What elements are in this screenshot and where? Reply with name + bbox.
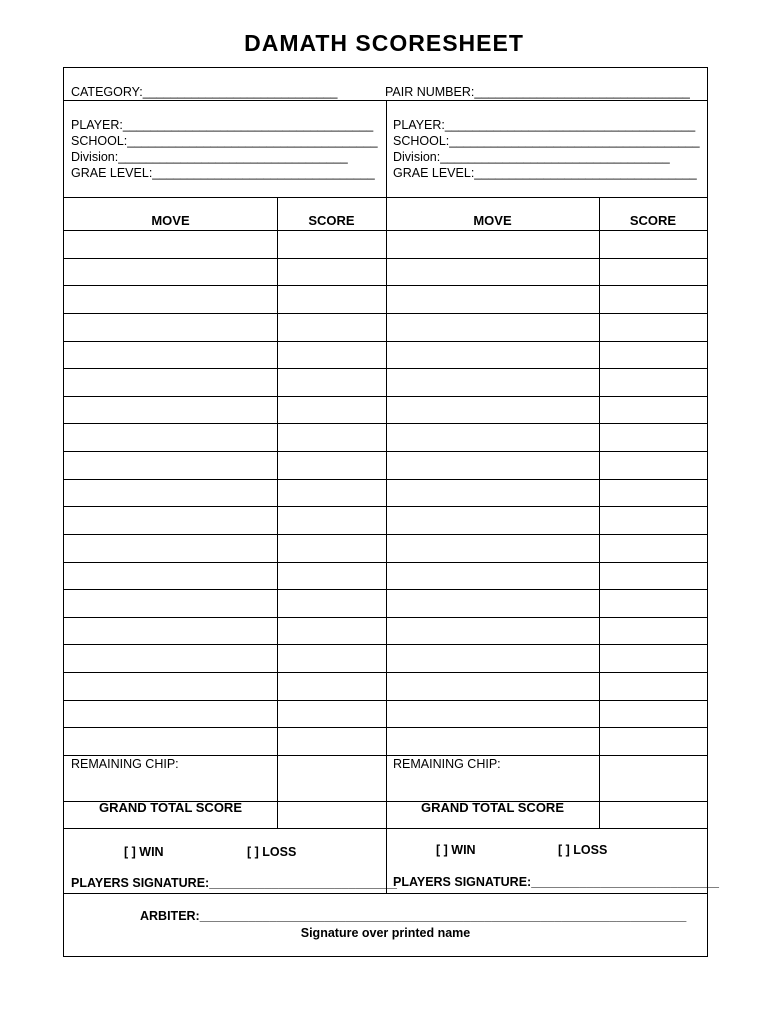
move-cell[interactable]: [387, 535, 599, 562]
player-2-school-field[interactable]: SCHOOL:____________________________________: [393, 134, 700, 148]
move-cell[interactable]: [387, 369, 599, 396]
score-cell[interactable]: [600, 590, 707, 617]
move-cell[interactable]: [64, 618, 277, 645]
move-cell[interactable]: [64, 314, 277, 341]
score-cell[interactable]: [600, 231, 707, 258]
score-cell[interactable]: [278, 563, 386, 590]
move-cell[interactable]: [64, 452, 277, 479]
remaining-chip-label: REMAINING CHIP:: [71, 757, 179, 771]
move-cell[interactable]: [387, 314, 599, 341]
score-cell[interactable]: [278, 286, 386, 313]
divider: [64, 755, 707, 756]
move-cell[interactable]: [64, 286, 277, 313]
move-cell[interactable]: [387, 618, 599, 645]
score-cell[interactable]: [600, 424, 707, 451]
score-cell[interactable]: [278, 645, 386, 672]
page-title: DAMATH SCORESHEET: [244, 30, 524, 56]
score-cell[interactable]: [600, 507, 707, 534]
move-column-header: MOVE: [473, 213, 512, 228]
divider: [64, 893, 707, 894]
player-2-division-field[interactable]: Division:_________________________________: [393, 150, 670, 164]
score-cell[interactable]: [278, 424, 386, 451]
signature-caption: Signature over printed name: [300, 926, 471, 940]
move-cell[interactable]: [387, 507, 599, 534]
player-1-name-field[interactable]: PLAYER:____________________________________: [71, 118, 374, 132]
move-cell[interactable]: [64, 507, 277, 534]
move-cell[interactable]: [387, 645, 599, 672]
player-2-grade-field[interactable]: GRAE LEVEL:________________________________: [393, 166, 697, 180]
score-cell[interactable]: [278, 342, 386, 369]
move-cell[interactable]: [387, 701, 599, 728]
move-cell[interactable]: [387, 452, 599, 479]
move-cell[interactable]: [387, 342, 599, 369]
score-cell[interactable]: [278, 673, 386, 700]
score-cell[interactable]: [278, 728, 386, 755]
player-1-division-field[interactable]: Division:_________________________________: [71, 150, 348, 164]
move-cell[interactable]: [64, 701, 277, 728]
scoresheet-table: [63, 67, 719, 957]
score-cell[interactable]: [278, 480, 386, 507]
score-column-header: SCORE: [308, 213, 355, 228]
win-checkbox[interactable]: [ ] WIN: [436, 843, 476, 857]
score-cell[interactable]: [600, 342, 707, 369]
score-cell[interactable]: [600, 369, 707, 396]
move-column-header: MOVE: [151, 213, 190, 228]
move-cell[interactable]: [387, 397, 599, 424]
move-cell[interactable]: [64, 673, 277, 700]
move-cell[interactable]: [387, 424, 599, 451]
move-cell[interactable]: [64, 424, 277, 451]
player-1-grade-field[interactable]: GRAE LEVEL:________________________________: [71, 166, 375, 180]
score-cell[interactable]: [278, 259, 386, 286]
score-cell[interactable]: [600, 701, 707, 728]
score-column-header: SCORE: [629, 213, 677, 228]
grand-total-label: GRAND TOTAL SCORE: [98, 800, 242, 815]
player-1-school-field[interactable]: SCHOOL:____________________________________: [71, 134, 378, 148]
score-cell[interactable]: [600, 673, 707, 700]
move-cell[interactable]: [64, 397, 277, 424]
score-cell[interactable]: [600, 314, 707, 341]
score-cell[interactable]: [278, 507, 386, 534]
players-signature-field[interactable]: PLAYERS SIGNATURE:___________________________: [393, 875, 719, 889]
loss-checkbox[interactable]: [ ] LOSS: [247, 845, 297, 859]
grand-total-input[interactable]: [278, 802, 386, 828]
move-cell[interactable]: [387, 480, 599, 507]
score-cell[interactable]: [600, 535, 707, 562]
score-cell[interactable]: [278, 618, 386, 645]
pair-number-field[interactable]: PAIR NUMBER:_______________________________: [385, 85, 690, 99]
score-cell[interactable]: [278, 231, 386, 258]
arbiter-signature-field[interactable]: ARBITER:______________________________________________________________________: [140, 909, 687, 923]
score-cell[interactable]: [600, 286, 707, 313]
score-cell[interactable]: [600, 728, 707, 755]
score-cell[interactable]: [278, 701, 386, 728]
category-field[interactable]: CATEGORY:____________________________: [71, 85, 338, 99]
remaining-chip-input[interactable]: [600, 756, 707, 800]
score-cell[interactable]: [278, 590, 386, 617]
move-cell[interactable]: [64, 231, 277, 258]
score-cell[interactable]: [278, 397, 386, 424]
score-cell[interactable]: [278, 535, 386, 562]
loss-checkbox[interactable]: [ ] LOSS: [558, 843, 608, 857]
move-cell[interactable]: [387, 728, 599, 755]
divider: [64, 828, 707, 829]
score-cell[interactable]: [278, 452, 386, 479]
move-cell[interactable]: [64, 645, 277, 672]
score-cell[interactable]: [600, 452, 707, 479]
score-cell[interactable]: [600, 259, 707, 286]
remaining-chip-input[interactable]: [278, 756, 386, 800]
grand-total-label: GRAND TOTAL SCORE: [420, 800, 564, 815]
score-cell[interactable]: [600, 645, 707, 672]
move-cell[interactable]: [387, 563, 599, 590]
grand-total-input[interactable]: [600, 802, 707, 828]
move-cell[interactable]: [64, 480, 277, 507]
move-cell[interactable]: [64, 563, 277, 590]
score-cell[interactable]: [600, 480, 707, 507]
move-cell[interactable]: [64, 728, 277, 755]
move-cell[interactable]: [387, 259, 599, 286]
win-checkbox[interactable]: [ ] WIN: [124, 845, 164, 859]
move-cell[interactable]: [387, 673, 599, 700]
move-cell[interactable]: [387, 590, 599, 617]
move-cell[interactable]: [64, 259, 277, 286]
move-cell[interactable]: [64, 535, 277, 562]
remaining-chip-label: REMAINING CHIP:: [393, 757, 501, 771]
score-cell[interactable]: [600, 397, 707, 424]
score-cell[interactable]: [278, 369, 386, 396]
move-cell[interactable]: [64, 369, 277, 396]
score-cell[interactable]: [600, 563, 707, 590]
score-cell[interactable]: [278, 314, 386, 341]
move-cell[interactable]: [387, 286, 599, 313]
move-cell[interactable]: [387, 231, 599, 258]
player-2-name-field[interactable]: PLAYER:____________________________________: [393, 118, 696, 132]
players-signature-field[interactable]: PLAYERS SIGNATURE:___________________________: [71, 876, 397, 890]
move-cell[interactable]: [64, 590, 277, 617]
move-cell[interactable]: [64, 342, 277, 369]
score-cell[interactable]: [600, 618, 707, 645]
